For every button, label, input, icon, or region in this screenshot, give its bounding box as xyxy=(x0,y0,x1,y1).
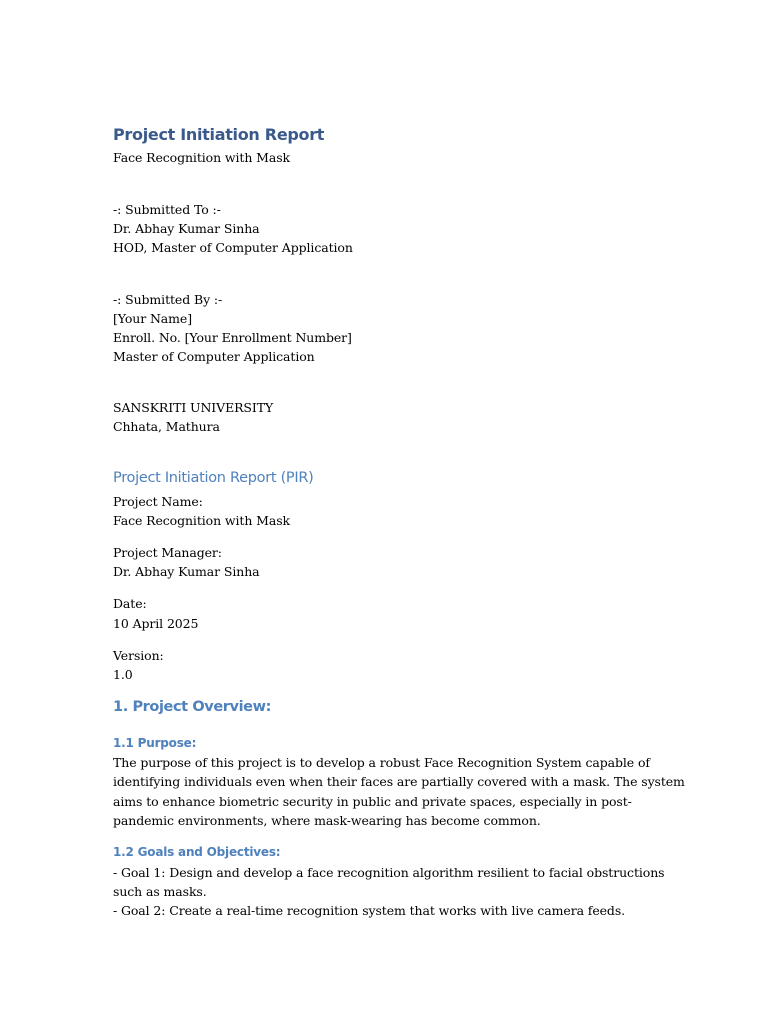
goals-line: - Goal 2: Create a real-time recognition system that works with live camera feeds. xyxy=(113,903,626,918)
goals-heading: 1.2 Goals and Objectives: xyxy=(113,845,281,859)
university-name: SANSKRITI UNIVERSITY xyxy=(113,400,274,415)
version-label: Version: xyxy=(113,648,164,663)
submitted-by-label: -: Submitted By :- xyxy=(113,292,223,307)
university-location: Chhata, Mathura xyxy=(113,419,220,434)
date-label: Date: xyxy=(113,596,147,611)
pir-heading: Project Initiation Report (PIR) xyxy=(113,470,314,486)
report-subtitle: Face Recognition with Mask xyxy=(113,150,290,165)
purpose-line: pandemic environments, where mask-wearing has become common. xyxy=(113,813,541,828)
project-manager-label: Project Manager: xyxy=(113,545,222,560)
report-title: Project Initiation Report xyxy=(113,125,325,144)
purpose-line: The purpose of this project is to develop a robust Face Recognition System capable of xyxy=(113,755,650,770)
submitted-to-label: -: Submitted To :- xyxy=(113,202,221,217)
project-overview-heading: 1. Project Overview: xyxy=(113,699,271,715)
project-manager-value: Dr. Abhay Kumar Sinha xyxy=(113,564,260,579)
submitted-by-name: [Your Name] xyxy=(113,311,192,326)
project-name-label: Project Name: xyxy=(113,494,203,509)
purpose-line: identifying individuals even when their faces are partially covered with a mask. The system xyxy=(113,774,685,789)
goals-line: - Goal 1: Design and develop a face recognition algorithm resilient to facial obstructions xyxy=(113,865,665,880)
purpose-heading: 1.1 Purpose: xyxy=(113,736,197,750)
submitted-by-program: Master of Computer Application xyxy=(113,349,315,364)
version-value: 1.0 xyxy=(113,667,133,682)
submitted-by-enroll: Enroll. No. [Your Enrollment Number] xyxy=(113,330,352,345)
date-value: 10 April 2025 xyxy=(113,616,199,631)
submitted-to-name: Dr. Abhay Kumar Sinha xyxy=(113,221,260,236)
goals-line: such as masks. xyxy=(113,884,207,899)
project-name-value: Face Recognition with Mask xyxy=(113,513,290,528)
purpose-line: aims to enhance biometric security in public and private spaces, especially in post- xyxy=(113,794,632,809)
submitted-to-role: HOD, Master of Computer Application xyxy=(113,240,353,255)
